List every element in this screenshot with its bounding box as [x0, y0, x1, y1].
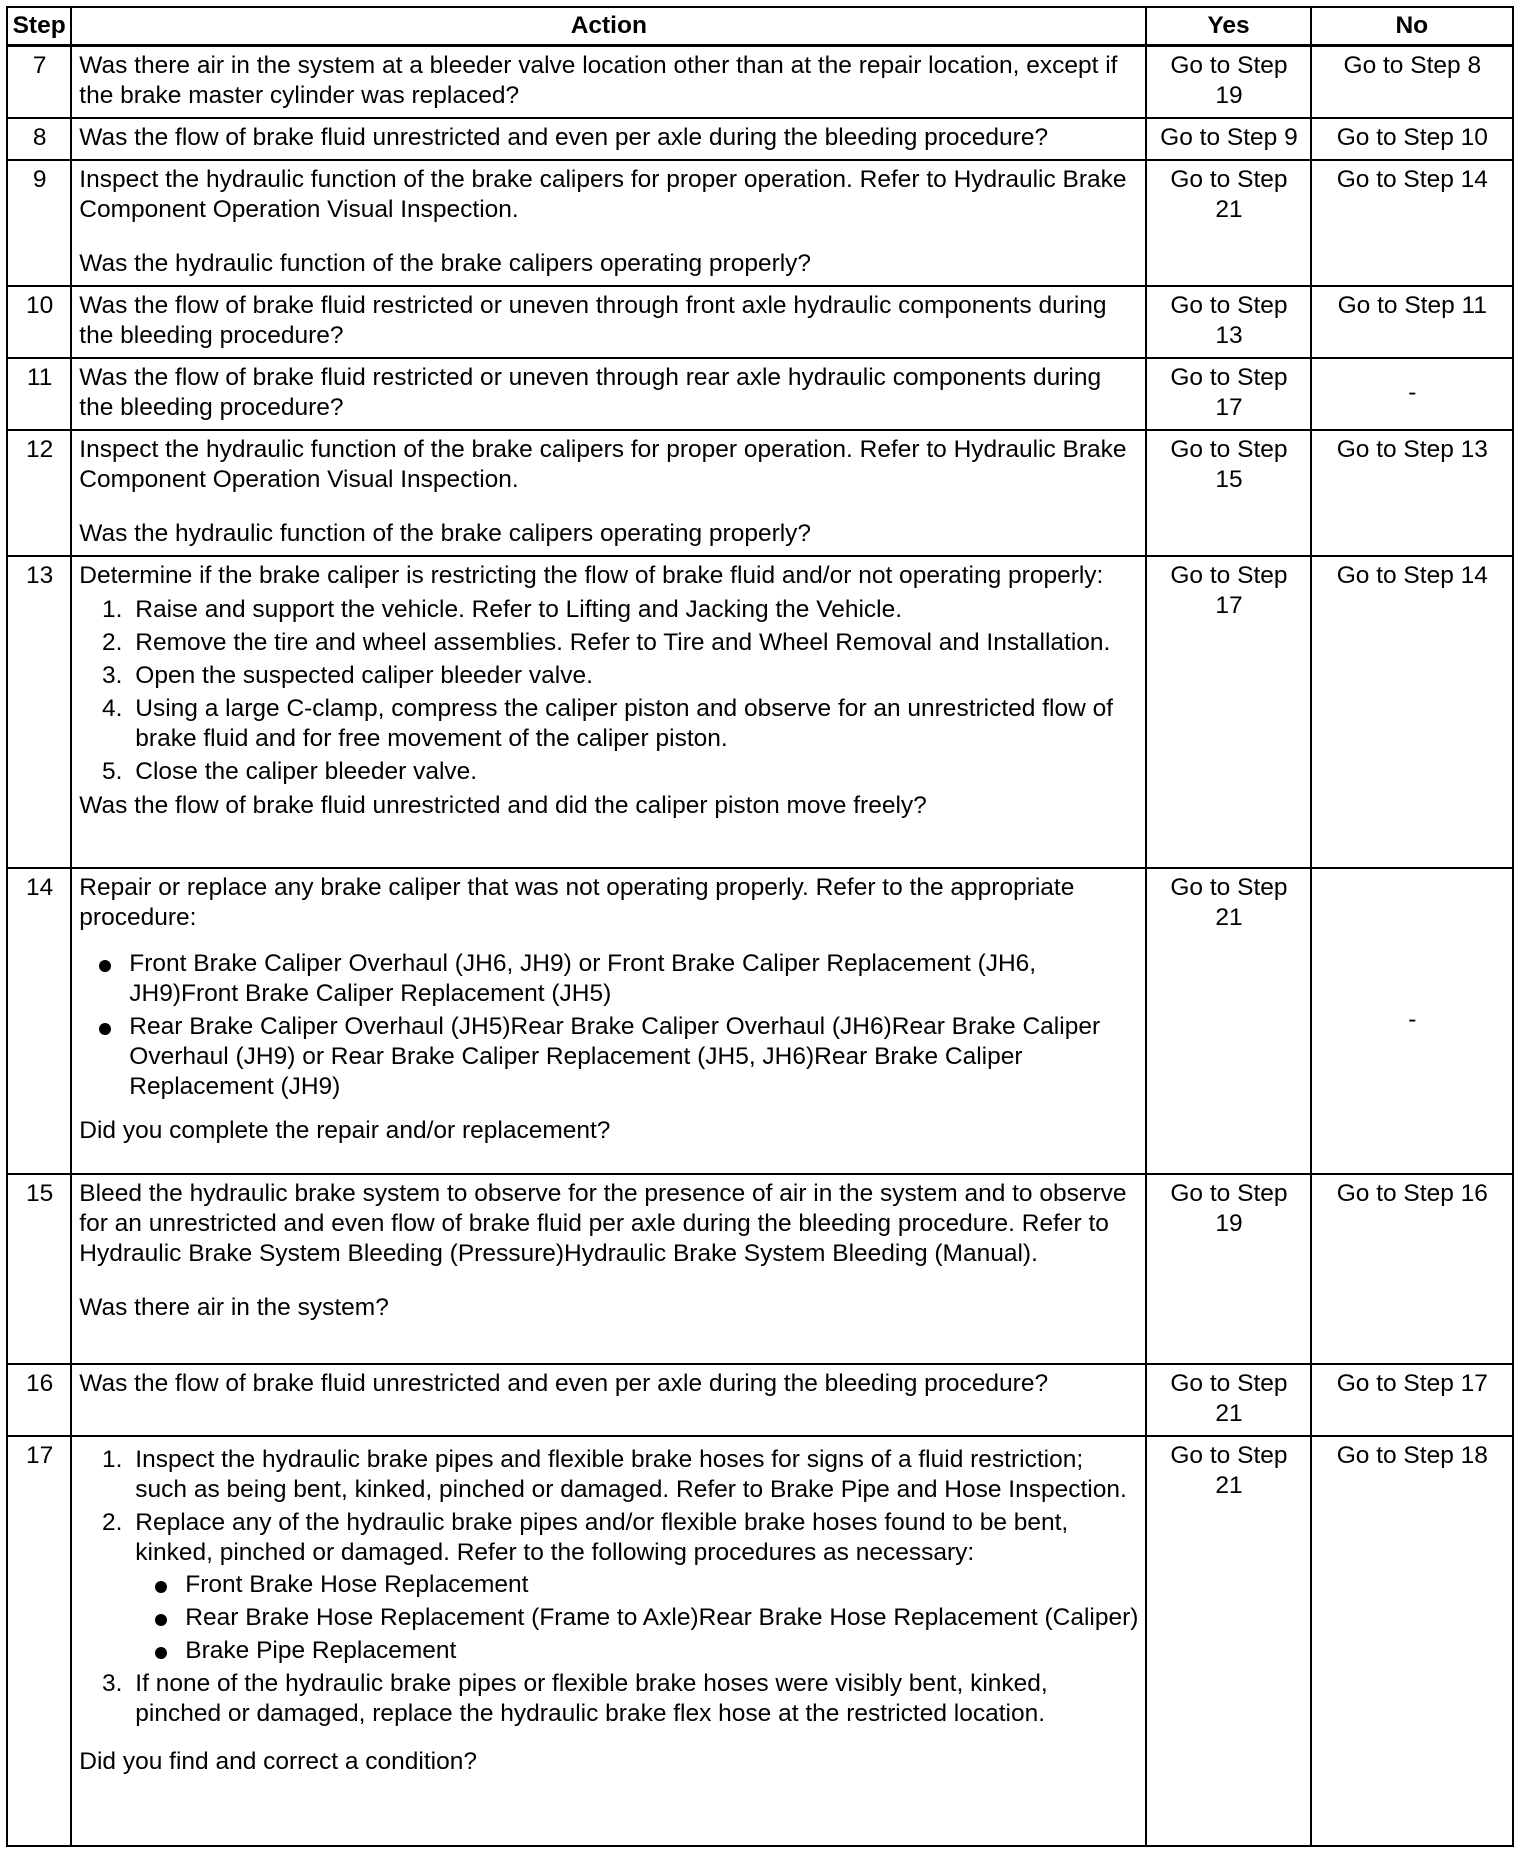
bullet-item: Brake Pipe Replacement: [185, 1636, 1139, 1666]
table-row-step-14: [7, 868, 1513, 1174]
list-item: 5. Close the caliper bleeder valve.: [129, 757, 1139, 787]
bullet-item: Front Brake Hose Replacement: [185, 1570, 1139, 1600]
table-row-step-16: [7, 1364, 1513, 1436]
table-row-step-12: [7, 430, 1513, 556]
table-row-step-8: [7, 118, 1513, 160]
action-cell: [71, 118, 1146, 160]
step-number: 16: [7, 1364, 71, 1436]
step-number: 15: [7, 1174, 71, 1364]
list-item-text: Replace any of the hydraulic brake pipes and/or flexible brake hoses found to be bent, kinked, pinched or damaged. Refer to the following procedures as necessary:: [135, 1509, 1069, 1566]
action-cell: [71, 556, 1146, 868]
yes-cell: Go to Step 13: [1146, 286, 1310, 358]
no-cell: Go to Step 13: [1311, 430, 1513, 556]
step-number: 7: [7, 46, 71, 119]
action-cell: [71, 358, 1146, 430]
action-text: Was the flow of brake fluid restricted or uneven through front axle hydraulic components during the bleeding procedure?: [79, 292, 1107, 349]
step-number: 14: [7, 868, 71, 1174]
action-cell: [71, 46, 1146, 119]
action-cell: [71, 160, 1146, 286]
list-item: 4. Using a large C-clamp, compress the caliper piston and observe for an unrestricted flow of brake fluid and for free movement of the caliper piston.: [129, 694, 1139, 754]
no-cell: Go to Step 11: [1311, 286, 1513, 358]
no-cell: -: [1311, 868, 1513, 1174]
step-number: 17: [7, 1436, 71, 1846]
header-action: Action: [71, 7, 1146, 46]
action-text: Was the flow of brake fluid unrestricted and even per axle during the bleeding procedure?: [79, 1370, 1049, 1397]
yes-cell: Go to Step 21: [1146, 868, 1310, 1174]
procedure-list: [79, 1445, 1139, 1729]
action-text: Was there air in the system at a bleeder valve location other than at the repair location, except if the brake master cylinder was replaced?: [79, 52, 1118, 109]
step-number: 9: [7, 160, 71, 286]
step-number: 12: [7, 430, 71, 556]
yes-cell: Go to Step 9: [1146, 118, 1310, 160]
step-number: 11: [7, 358, 71, 430]
list-item: 1. Raise and support the vehicle. Refer to Lifting and Jacking the Vehicle.: [129, 595, 1139, 625]
header-step: Step: [7, 7, 71, 46]
action-question: Was the hydraulic function of the brake calipers operating properly?: [79, 520, 812, 547]
bullet-item: Rear Brake Caliper Overhaul (JH5)Rear Brake Caliper Overhaul (JH6)Rear Brake Caliper Overhaul (JH9) or Rear Brake Caliper Replacement (JH5, JH6)Rear Brake Caliper Replacement (JH9): [129, 1012, 1139, 1102]
step-number: 13: [7, 556, 71, 868]
yes-cell: Go to Step 21: [1146, 1436, 1310, 1846]
action-cell: [71, 1436, 1146, 1846]
no-cell: Go to Step 16: [1311, 1174, 1513, 1364]
procedure-list: [79, 595, 1139, 787]
action-text: Inspect the hydraulic function of the brake calipers for proper operation. Refer to Hydraulic Brake Component Operation Visual Inspection.: [79, 166, 1127, 223]
action-intro: Determine if the brake caliper is restricting the flow of brake fluid and/or not operating properly:: [79, 562, 1104, 589]
no-cell: Go to Step 8: [1311, 46, 1513, 119]
action-cell: [71, 286, 1146, 358]
table-row-step-7: [7, 46, 1513, 119]
yes-cell: Go to Step 19: [1146, 1174, 1310, 1364]
table-row-step-10: [7, 286, 1513, 358]
list-item: 3. Open the suspected caliper bleeder valve.: [129, 661, 1139, 691]
table-row-step-11: [7, 358, 1513, 430]
yes-cell: Go to Step 21: [1146, 160, 1310, 286]
header-yes: Yes: [1146, 7, 1310, 46]
table-row-step-15: [7, 1174, 1513, 1364]
action-text: Was the flow of brake fluid unrestricted and even per axle during the bleeding procedure?: [79, 124, 1049, 151]
step-number: 10: [7, 286, 71, 358]
table-row-step-9: [7, 160, 1513, 286]
table-row-step-17: [7, 1436, 1513, 1846]
procedure-bullets: [135, 1570, 1139, 1666]
list-item: 1. Inspect the hydraulic brake pipes and flexible brake hoses for signs of a fluid restriction; such as being bent, kinked, pinched or damaged. Refer to Brake Pipe and Hose Inspection.: [129, 1445, 1139, 1505]
yes-cell: Go to Step 15: [1146, 430, 1310, 556]
action-intro: Repair or replace any brake caliper that was not operating properly. Refer to the appropriate procedure:: [79, 874, 1075, 931]
action-text: Was the flow of brake fluid restricted or uneven through rear axle hydraulic components during the bleeding procedure?: [79, 364, 1102, 421]
yes-cell: Go to Step 21: [1146, 1364, 1310, 1436]
no-cell: Go to Step 18: [1311, 1436, 1513, 1846]
no-cell: Go to Step 17: [1311, 1364, 1513, 1436]
header-no: No: [1311, 7, 1513, 46]
yes-cell: Go to Step 19: [1146, 46, 1310, 119]
list-item: 3. If none of the hydraulic brake pipes or flexible brake hoses were visibly bent, kinked, pinched or damaged, replace the hydraulic brake flex hose at the restricted location.: [129, 1669, 1139, 1729]
action-cell: [71, 1174, 1146, 1364]
action-question: Was there air in the system?: [79, 1294, 389, 1321]
table-header-row: [7, 7, 1513, 46]
list-item: 2. Remove the tire and wheel assemblies. Refer to Tire and Wheel Removal and Installation.: [129, 628, 1139, 658]
action-text: Inspect the hydraulic function of the brake calipers for proper operation. Refer to Hydraulic Brake Component Operation Visual Inspection.: [79, 436, 1127, 493]
action-question: Did you find and correct a condition?: [79, 1748, 477, 1775]
list-item: [129, 1508, 1139, 1666]
yes-cell: Go to Step 17: [1146, 358, 1310, 430]
no-cell: Go to Step 14: [1311, 556, 1513, 868]
yes-cell: Go to Step 17: [1146, 556, 1310, 868]
action-cell: [71, 1364, 1146, 1436]
action-text: Bleed the hydraulic brake system to observe for the presence of air in the system and to observe for an unrestricted and even flow of brake fluid per axle during the bleeding procedure. Refer to Hydraulic Brake System Bleeding (Pressure)Hydraulic Brake System Bleeding (Manual).: [79, 1180, 1127, 1267]
action-question: Did you complete the repair and/or replacement?: [79, 1117, 611, 1144]
action-cell: [71, 868, 1146, 1174]
bullet-item: Rear Brake Hose Replacement (Frame to Axle)Rear Brake Hose Replacement (Caliper): [185, 1604, 1139, 1631]
diagnostic-table-sheet: [6, 6, 1514, 1847]
no-cell: Go to Step 14: [1311, 160, 1513, 286]
action-question: Was the hydraulic function of the brake calipers operating properly?: [79, 250, 812, 277]
procedure-bullets: [79, 949, 1139, 1102]
bullet-item: Front Brake Caliper Overhaul (JH6, JH9) or Front Brake Caliper Replacement (JH6, JH9)Front Brake Caliper Replacement (JH5): [129, 949, 1139, 1009]
diagnostic-table: [6, 6, 1514, 1847]
action-question: Was the flow of brake fluid unrestricted and did the caliper piston move freely?: [79, 792, 927, 819]
no-cell: -: [1311, 358, 1513, 430]
table-row-step-13: [7, 556, 1513, 868]
action-cell: [71, 430, 1146, 556]
step-number: 8: [7, 118, 71, 160]
no-cell: Go to Step 10: [1311, 118, 1513, 160]
